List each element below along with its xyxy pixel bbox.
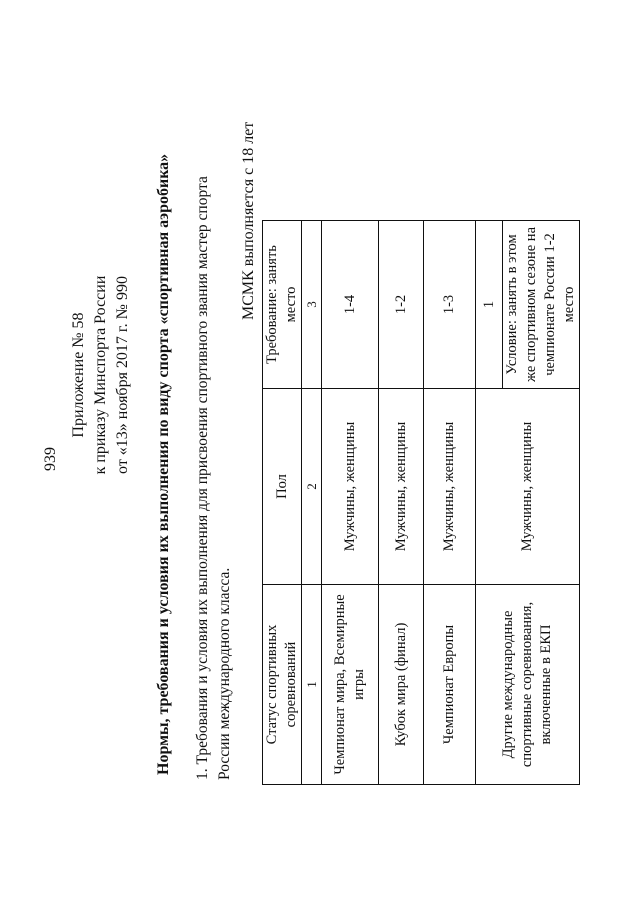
column-number: 3 [302, 221, 322, 389]
status-cell: Другие международные спортивные соревнования, включенные в ЕКП [476, 585, 580, 785]
table-row [424, 221, 476, 785]
annex-line-1: Приложение № 58 [70, 312, 87, 438]
annex-block [68, 245, 134, 505]
place-cell: 1 [476, 221, 503, 389]
annex-line-2: к приказу Минспорта России [92, 275, 109, 475]
place-cell: 1-4 [322, 221, 379, 389]
page-number: 939 [42, 447, 59, 471]
column-number-row [302, 221, 322, 785]
status-cell: Чемпионат Европы [424, 585, 476, 785]
gender-cell: Мужчины, женщины [476, 389, 580, 585]
place-cell: 1-2 [379, 221, 424, 389]
gender-cell: Мужчины, женщины [424, 389, 476, 585]
header-gender: Пол [263, 389, 302, 585]
column-number: 2 [302, 389, 322, 585]
table-caption: МСМК выполняется с 18 лет [240, 121, 257, 320]
header-status: Статус спортивных соревнований [263, 585, 302, 785]
gender-cell: Мужчины, женщины [322, 389, 379, 585]
table-row [322, 221, 379, 785]
condition-cell: Условие: занять в этом же спортивном сезоне на чемпионате России 1-2 место [503, 221, 580, 389]
header-requirement: Требование: занять место [263, 221, 302, 389]
table-row [379, 221, 424, 785]
column-number: 1 [302, 585, 322, 785]
status-cell: Кубок мира (финал) [379, 585, 424, 785]
table-row [476, 221, 503, 785]
status-cell: Чемпионат мира, Всемирные игры [322, 585, 379, 785]
gender-cell: Мужчины, женщины [379, 389, 424, 585]
annex-line-3: от «13» ноября 2017 г. № 990 [114, 276, 131, 474]
requirements-paragraph: 1. Требования и условия их выполнения для присвоения спортивного звания мастер спорта России международного класса. [194, 176, 233, 780]
table-header-row [263, 221, 302, 785]
place-cell: 1-3 [424, 221, 476, 389]
document-title: Нормы, требования и условия их выполнения по виду спорта «спортивная аэробика» [155, 153, 172, 775]
norms-table [262, 220, 580, 785]
